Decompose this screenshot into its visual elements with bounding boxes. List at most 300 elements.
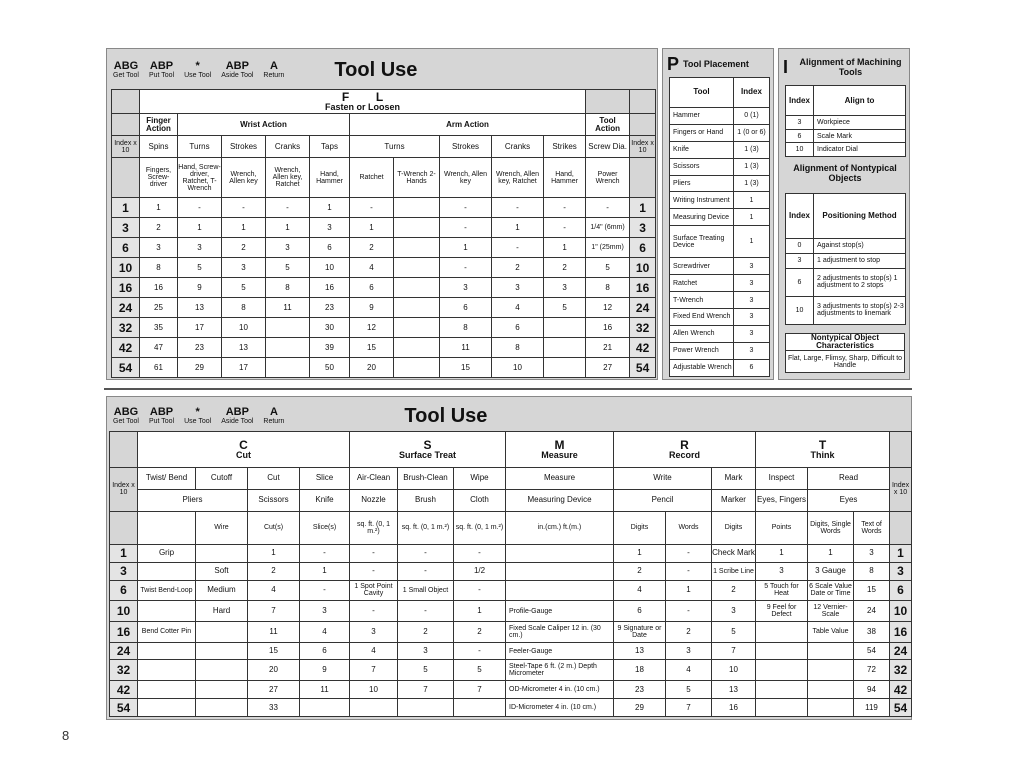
- cell: 47: [140, 338, 178, 358]
- top-hdr-use: * Use Tool: [184, 60, 212, 79]
- bottom-row: [110, 601, 912, 622]
- bottom-row: [110, 699, 912, 717]
- btool-cell: Eyes: [808, 489, 890, 511]
- cell: 2: [492, 258, 544, 278]
- cell: -: [492, 238, 544, 258]
- top-table: [111, 89, 656, 378]
- unit-cell: Digits: [712, 511, 756, 544]
- cell: 4: [350, 258, 394, 278]
- cell: 6: [614, 601, 666, 622]
- cell: OD-Micrometer 4 in. (10 cm.): [506, 681, 614, 699]
- alignment-title2: Alignment of Nontypical Objects: [793, 163, 897, 183]
- placement-tool: Adjustable Wrench: [670, 359, 734, 376]
- cell: Hard: [196, 601, 248, 622]
- cell: 10: [712, 660, 756, 681]
- cell: [808, 660, 854, 681]
- cell: -: [300, 580, 350, 601]
- bottom-row: [110, 642, 912, 660]
- col-arm-strokes: Strokes: [440, 136, 492, 158]
- cell: -: [586, 198, 630, 218]
- top-hdr-put: ABP Put Tool: [148, 60, 175, 79]
- cell: 3 Gauge: [808, 562, 854, 580]
- row-index: 1: [110, 544, 138, 562]
- cell: ID-Micrometer 4 in. (10 cm.): [506, 699, 614, 717]
- placement-table: [669, 77, 770, 377]
- cell: 12: [350, 318, 394, 338]
- cell: [138, 601, 196, 622]
- cell: 6 Scale Value Date or Time: [808, 580, 854, 601]
- cell: [266, 358, 310, 378]
- top-hdr-return: A Return: [263, 60, 285, 79]
- cell: 8: [492, 338, 544, 358]
- col-arm-turns: Turns: [350, 136, 440, 158]
- cell: 4: [666, 660, 712, 681]
- cell: Table Value: [808, 621, 854, 642]
- row-index: 54: [110, 699, 138, 717]
- row-index: 1: [112, 198, 140, 218]
- cell: 33: [248, 699, 300, 717]
- op-cell: Cutoff: [196, 467, 248, 489]
- group-surface-letter: S: [423, 437, 432, 452]
- tool-cell: Wrench, Allen key: [440, 158, 492, 198]
- align-rows: [786, 116, 906, 157]
- cell: -: [440, 218, 492, 238]
- bottom-title: Tool Use: [404, 404, 488, 427]
- arm-action: Arm Action: [350, 114, 586, 136]
- row-index: 6: [630, 238, 656, 258]
- cell: Steel-Tape 6 ft. (2 m.) Depth Micrometer: [506, 660, 614, 681]
- cell: [394, 238, 440, 258]
- cell: 1: [666, 580, 712, 601]
- unit-cell: Digits: [614, 511, 666, 544]
- finger-action: Finger Action: [140, 114, 178, 136]
- cell: -: [666, 562, 712, 580]
- cell: [196, 681, 248, 699]
- unit-cell: Cut(s): [248, 511, 300, 544]
- cell: [138, 660, 196, 681]
- placement-index: 0 (1): [734, 107, 770, 124]
- cell: 11: [248, 621, 300, 642]
- alignment-table: [785, 85, 906, 157]
- tool-cell: Wrench, Allen key: [222, 158, 266, 198]
- col-spins: Spins: [140, 136, 178, 158]
- placement-row: [670, 309, 770, 326]
- placement-index: 1 (3): [734, 141, 770, 158]
- cell: -: [398, 544, 454, 562]
- cell: [756, 681, 808, 699]
- bottom-row: [110, 660, 912, 681]
- placement-index: 1 (3): [734, 175, 770, 192]
- cell: -: [222, 198, 266, 218]
- placement-tool: Screwdriver: [670, 258, 734, 275]
- col-arm-cranks: Cranks: [492, 136, 544, 158]
- top-row: [112, 218, 656, 238]
- cell: 61: [140, 358, 178, 378]
- btool-cell: Nozzle: [350, 489, 398, 511]
- group-think-name: Think: [810, 449, 835, 460]
- col-screw-dia: Screw Dia.: [586, 136, 630, 158]
- align-col-index: Index: [786, 86, 814, 116]
- placement-row: [670, 258, 770, 275]
- cell: 8: [586, 278, 630, 298]
- placement-index: 6: [734, 359, 770, 376]
- placement-row: [670, 158, 770, 175]
- alignment2-table: [785, 193, 906, 325]
- cell: 2: [712, 580, 756, 601]
- cell: 7: [712, 642, 756, 660]
- section-divider: [104, 388, 912, 390]
- align-to: Indicator Dial: [814, 143, 906, 157]
- placement-row: [670, 141, 770, 158]
- row-index: 10: [630, 258, 656, 278]
- cell: 15: [440, 358, 492, 378]
- cell: 3: [350, 621, 398, 642]
- cell: Check Mark: [712, 544, 756, 562]
- cell: 5: [666, 681, 712, 699]
- row-index: 10: [890, 601, 912, 622]
- align-row: [786, 143, 906, 157]
- top-row: [112, 338, 656, 358]
- align2-rows: [786, 238, 906, 324]
- cell: 10: [492, 358, 544, 378]
- group-measure-name: Measure: [541, 449, 578, 460]
- top-rows: [112, 198, 656, 378]
- op-cell: Read: [808, 467, 890, 489]
- cell: 10: [310, 258, 350, 278]
- tool-cell: Wrench, Allen key, Ratchet: [266, 158, 310, 198]
- cell: 7: [666, 699, 712, 717]
- cell: 12 Vernier-Scale: [808, 601, 854, 622]
- cell: 8: [854, 562, 890, 580]
- placement-row: [670, 226, 770, 258]
- top-title: Tool Use: [334, 58, 418, 81]
- row-index: 54: [630, 358, 656, 378]
- top-hdr-get: ABG Get Tool: [113, 60, 139, 79]
- col-strokes: Strokes: [222, 136, 266, 158]
- placement-row: [670, 275, 770, 292]
- cell: 94: [854, 681, 890, 699]
- cell: 8: [222, 298, 266, 318]
- cell: -: [350, 562, 398, 580]
- placement-index: 1: [734, 226, 770, 258]
- cell: Medium: [196, 580, 248, 601]
- row-index: 3: [630, 218, 656, 238]
- page-number: 8: [62, 728, 70, 743]
- row-index: 24: [110, 642, 138, 660]
- cell: -: [440, 258, 492, 278]
- cell: 13: [712, 681, 756, 699]
- cell: 10: [222, 318, 266, 338]
- placement-row: [670, 124, 770, 141]
- cell: 3: [756, 562, 808, 580]
- op-cell: Wipe: [454, 467, 506, 489]
- cell: 72: [854, 660, 890, 681]
- cell: 3: [666, 642, 712, 660]
- placement-tool: Allen Wrench: [670, 325, 734, 342]
- bottom-hdr-use: * Use Tool: [184, 406, 212, 425]
- unit-cell: Points: [756, 511, 808, 544]
- cell: -: [544, 218, 586, 238]
- top-row: [112, 278, 656, 298]
- op-cell: Slice: [300, 467, 350, 489]
- op-cell: Measure: [506, 467, 614, 489]
- cell: Profile-Gauge: [506, 601, 614, 622]
- placement-panel: [662, 48, 774, 380]
- cell: [196, 642, 248, 660]
- cell: 5: [454, 660, 506, 681]
- cell: [544, 338, 586, 358]
- cell: 39: [310, 338, 350, 358]
- placement-row: [670, 107, 770, 124]
- align2-index: 6: [786, 268, 814, 296]
- align-to: Workpiece: [814, 116, 906, 130]
- alignment-title: Alignment of Machining Tools: [799, 57, 902, 77]
- cell: [138, 681, 196, 699]
- cell: 2: [398, 621, 454, 642]
- cell: 1: [544, 238, 586, 258]
- b-index-label-right: Index x 10: [890, 467, 912, 511]
- row-index: 10: [110, 601, 138, 622]
- placement-header: [667, 53, 749, 75]
- btool-cell: Brush: [398, 489, 454, 511]
- cell: -: [666, 601, 712, 622]
- cell: 5: [712, 621, 756, 642]
- cell: [756, 699, 808, 717]
- tool-cell: Fingers, Screw-driver: [140, 158, 178, 198]
- cell: [544, 358, 586, 378]
- group-cut: [138, 432, 350, 468]
- placement-index: 3: [734, 275, 770, 292]
- cell: 119: [854, 699, 890, 717]
- group-surface-name: Surface Treat: [398, 449, 457, 460]
- group-surface: [350, 432, 506, 468]
- row-index: 42: [890, 681, 912, 699]
- align2-col-method: Positioning Method: [814, 194, 906, 239]
- align2-method: 1 adjustment to stop: [814, 253, 906, 268]
- group-think-letter: T: [818, 437, 827, 452]
- row-index: 3: [110, 562, 138, 580]
- cell: 2: [454, 621, 506, 642]
- align2-index: 10: [786, 296, 814, 324]
- cell: 13: [222, 338, 266, 358]
- row-index: 24: [890, 642, 912, 660]
- placement-row: [670, 192, 770, 209]
- bottom-row: [110, 580, 912, 601]
- cell: [506, 562, 614, 580]
- placement-tool: Fingers or Hand: [670, 124, 734, 141]
- bottom-rows: [110, 544, 912, 716]
- bottom-hdr-return: A Return: [263, 406, 285, 425]
- tool-cell: T-Wrench 2-Hands: [394, 158, 440, 198]
- unit-cell: Slice(s): [300, 511, 350, 544]
- btool-cell: Eyes, Fingers: [756, 489, 808, 511]
- group-cut-letter: C: [239, 437, 248, 452]
- cell: 1: [300, 562, 350, 580]
- cell: -: [178, 198, 222, 218]
- cell: 1 Spot Point Cavity: [350, 580, 398, 601]
- cell: -: [492, 198, 544, 218]
- align2-method: 2 adjustments to stop(s) 1 adjustment to 2 stops: [814, 268, 906, 296]
- row-index: 16: [112, 278, 140, 298]
- cell: 6: [350, 278, 394, 298]
- cell: 9: [350, 298, 394, 318]
- placement-index: 3: [734, 342, 770, 359]
- cell: [266, 338, 310, 358]
- tool-action: Tool Action: [586, 114, 630, 136]
- cell: 1: [440, 238, 492, 258]
- cell: [506, 544, 614, 562]
- cell: 4: [614, 580, 666, 601]
- cell: 27: [586, 358, 630, 378]
- cell: 6: [440, 298, 492, 318]
- group-measure-letter: M: [554, 437, 565, 452]
- placement-index: 1 (3): [734, 158, 770, 175]
- cell: 16: [712, 699, 756, 717]
- cell: 29: [178, 358, 222, 378]
- cell: Twist Bend-Loop: [138, 580, 196, 601]
- bottom-table: [109, 431, 912, 717]
- cell: 2: [614, 562, 666, 580]
- cell: 3: [492, 278, 544, 298]
- unit-cell: [138, 511, 196, 544]
- cell: [808, 699, 854, 717]
- col-taps: Taps: [310, 136, 350, 158]
- group-think: [756, 432, 890, 468]
- placement-index: 1: [734, 192, 770, 209]
- placement-row: [670, 342, 770, 359]
- bottom-hdr-aside: ABP Aside Tool: [221, 406, 254, 425]
- cell: [266, 318, 310, 338]
- cell: -: [454, 642, 506, 660]
- align-row: [786, 129, 906, 143]
- align2-method: Against stop(s): [814, 238, 906, 253]
- cell: 5 Touch for Heat: [756, 580, 808, 601]
- placement-index: 3: [734, 325, 770, 342]
- placement-tool: Knife: [670, 141, 734, 158]
- row-index: 42: [630, 338, 656, 358]
- cell: [394, 358, 440, 378]
- cell: 8: [440, 318, 492, 338]
- unit-cell: in.(cm.) ft.(m.): [506, 511, 614, 544]
- cell: [756, 660, 808, 681]
- cell: 12: [586, 298, 630, 318]
- group-record-letter: R: [680, 437, 689, 452]
- cell: 1: [756, 544, 808, 562]
- cell: 1: [248, 544, 300, 562]
- cell: -: [350, 198, 394, 218]
- row-index: 54: [112, 358, 140, 378]
- cell: 7: [350, 660, 398, 681]
- placement-rows: [670, 107, 770, 376]
- unit-cell: Text of Words: [854, 511, 890, 544]
- cell: 23: [614, 681, 666, 699]
- placement-row: [670, 325, 770, 342]
- col-strikes: Strikes: [544, 136, 586, 158]
- cell: 9: [178, 278, 222, 298]
- cell: 1 Scribe Line: [712, 562, 756, 580]
- align2-index: 0: [786, 238, 814, 253]
- row-index: 54: [890, 699, 912, 717]
- cell: 5: [222, 278, 266, 298]
- placement-row: [670, 359, 770, 376]
- group-record: [614, 432, 756, 468]
- cell: [394, 258, 440, 278]
- placement-col-index: Index: [734, 78, 770, 108]
- align2-method: 3 adjustments to stop(s) 2-3 adjustments to linemark: [814, 296, 906, 324]
- top-tool-use-panel: [106, 48, 658, 380]
- cell: 10: [350, 681, 398, 699]
- cell: Bend Cotter Pin: [138, 621, 196, 642]
- top-row: [112, 358, 656, 378]
- cell: [394, 198, 440, 218]
- unit-cell: sq. ft. (0, 1 m.²): [398, 511, 454, 544]
- cell: 1: [310, 198, 350, 218]
- placement-tool: Scissors: [670, 158, 734, 175]
- tool-cell: Hand, Hammer: [544, 158, 586, 198]
- row-index: 3: [890, 562, 912, 580]
- nontyp-title: Nontypical Object Characteristics: [786, 334, 905, 351]
- op-cell: Air-Clean: [350, 467, 398, 489]
- tool-cell: Wrench, Allen key, Ratchet: [492, 158, 544, 198]
- cell: [196, 544, 248, 562]
- alignment-header: [783, 53, 907, 81]
- cell: 6: [492, 318, 544, 338]
- cell: [454, 699, 506, 717]
- row-index: 32: [110, 660, 138, 681]
- top-header: [113, 53, 651, 87]
- cell: 13: [178, 298, 222, 318]
- alignment-panel: [778, 48, 910, 380]
- top-hdr-aside: ABP Aside Tool: [221, 60, 254, 79]
- cell: 3: [544, 278, 586, 298]
- cell: 11: [266, 298, 310, 318]
- cell: 3: [398, 642, 454, 660]
- cell: 35: [140, 318, 178, 338]
- cell: 7: [398, 681, 454, 699]
- cell: 4: [248, 580, 300, 601]
- btool-cell: Marker: [712, 489, 756, 511]
- cell: 24: [854, 601, 890, 622]
- index-label-right: Index x 10: [630, 136, 656, 158]
- placement-index: 3: [734, 258, 770, 275]
- cell: 3: [178, 238, 222, 258]
- btool-cell: Pliers: [138, 489, 248, 511]
- row-index: 32: [112, 318, 140, 338]
- top-row: [112, 298, 656, 318]
- nontyp-text: Flat, Large, Flimsy, Sharp, Difficult to Handle: [786, 351, 905, 373]
- bottom-header: [113, 399, 905, 433]
- unit-cell: sq. ft. (0, 1 m.²): [350, 511, 398, 544]
- cell: -: [266, 198, 310, 218]
- cell: 16: [140, 278, 178, 298]
- cell: 1: [140, 198, 178, 218]
- placement-tool: Measuring Device: [670, 209, 734, 226]
- cell: Feeler-Gauge: [506, 642, 614, 660]
- unit-cell: Wire: [196, 511, 248, 544]
- row-index: 1: [630, 198, 656, 218]
- cell: -: [440, 198, 492, 218]
- cell: 3: [854, 544, 890, 562]
- btool-cell: Scissors: [248, 489, 300, 511]
- index-label-left: Index x 10: [112, 136, 140, 158]
- placement-row: [670, 175, 770, 192]
- cell: 4: [492, 298, 544, 318]
- cell: [394, 218, 440, 238]
- b-index-label-left: Index x 10: [110, 467, 138, 511]
- cell: 15: [854, 580, 890, 601]
- cell: [756, 621, 808, 642]
- row-index: 16: [110, 621, 138, 642]
